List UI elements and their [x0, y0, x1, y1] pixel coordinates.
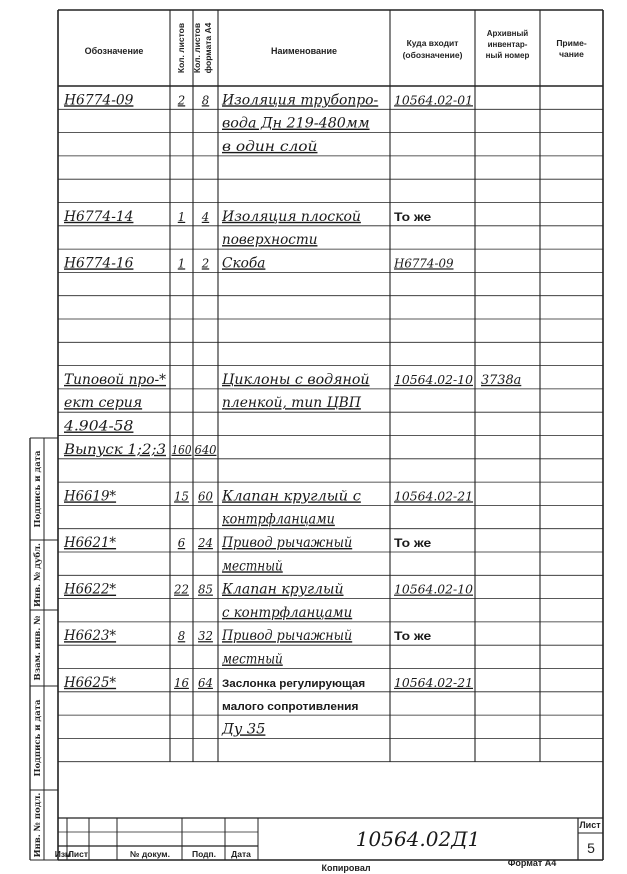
title-col_list: Лист	[67, 849, 89, 859]
table-header	[85, 22, 587, 73]
header-archive_number: Архивный инвентар-ный номер	[485, 29, 530, 60]
cell-name: Циклоны с водяной	[222, 371, 370, 388]
cell-used-in: 10564.02-21	[394, 675, 473, 690]
cell-sheets: 16	[174, 675, 190, 690]
side-label-vzam_inv: Взам. инв. №	[33, 615, 43, 681]
cell-sheets: 15	[174, 489, 189, 504]
footer-format: Формат А4	[507, 858, 557, 868]
cell-name: в один слой	[222, 138, 318, 155]
cell-name: Ду 35	[220, 721, 266, 738]
table-row	[222, 558, 283, 574]
cell-designation: Выпуск 1;2;3	[62, 441, 167, 458]
cell-designation: Н6774-14	[63, 208, 134, 225]
title-block	[55, 818, 603, 860]
cell-used-in: То же	[394, 209, 432, 224]
cell-name: вода Дн 219-480мм	[222, 115, 370, 132]
table-row	[222, 605, 352, 621]
cell-used-in: 10564.02-21	[394, 489, 473, 504]
cell-designation: Н6623*	[63, 628, 117, 645]
header-sheets_count: Кол. листов	[176, 22, 186, 74]
cell-used-in: То же	[394, 536, 432, 550]
cell-designation: Н6619*	[63, 488, 117, 505]
header-note: Приме-чание	[556, 38, 587, 59]
table-row	[222, 652, 283, 668]
table-row	[63, 582, 473, 598]
cell-name: пленкой, тип ЦВП	[222, 395, 362, 412]
table-rows	[63, 92, 521, 737]
cell-a4: 640	[194, 442, 217, 457]
table-row	[63, 209, 432, 225]
side-label-sign_date_top: Подпись и дата	[33, 450, 43, 528]
header-format_a4: Кол. листовформата А4	[192, 22, 213, 74]
cell-sheets: 1	[177, 209, 186, 224]
side-label-inv_dubl: Инв. № дубл.	[33, 542, 43, 608]
cell-name: поверхности	[222, 232, 318, 249]
cell-used-in: Н6774-09	[393, 256, 454, 271]
cell-used-in: 10564.02-01	[394, 93, 473, 108]
table-row	[63, 442, 217, 458]
table-row	[63, 92, 473, 108]
table-grid	[58, 10, 603, 860]
cell-used-in: 10564.02-10	[394, 582, 474, 597]
cell-a4: 64	[198, 675, 213, 690]
table-row	[222, 232, 317, 248]
sheet-label: Лист	[579, 820, 601, 830]
header-used_in: Куда входит (обозначение)	[402, 38, 463, 60]
sheet-number: 5	[587, 840, 595, 856]
cell-sheets: 160	[171, 442, 192, 457]
cell-name: Клапан круглый с	[220, 488, 362, 505]
title-col_sign: Подп.	[191, 849, 217, 859]
cell-sheets: 8	[177, 629, 186, 644]
side-label-sign_date_bottom: Подпись и дата	[33, 699, 43, 777]
cell-name: Привод рычажный	[221, 535, 353, 551]
table-row	[63, 628, 432, 644]
cell-name: местный	[222, 651, 283, 668]
table-row	[222, 701, 358, 713]
cell-sheets: 2	[176, 93, 186, 108]
table-row	[63, 255, 454, 271]
cell-name: местный	[222, 558, 283, 575]
cell-designation: 4.904-58	[62, 418, 134, 435]
cell-used-in: То же	[394, 629, 432, 644]
cell-name: с контрфланцами	[222, 604, 353, 621]
cell-a4: 4	[200, 209, 210, 224]
header-name: Наименование	[270, 46, 338, 56]
title-col_date: Дата	[231, 849, 251, 859]
footer-copied: Копировал	[321, 863, 371, 873]
cell-name: Изоляция плоской	[221, 208, 361, 225]
cell-a4: 85	[198, 582, 213, 597]
cell-sheets: 6	[177, 536, 186, 550]
cell-designation: Н6625*	[63, 674, 117, 691]
cell-name: Привод рычажный	[221, 628, 353, 645]
cell-a4: 24	[197, 536, 213, 550]
cell-used-in: 10564.02-10	[394, 372, 474, 387]
table-row	[64, 395, 362, 411]
cell-sheets: 22	[173, 582, 189, 597]
cell-a4: 2	[200, 256, 210, 271]
table-row	[63, 535, 432, 551]
table-row	[63, 419, 134, 435]
cell-designation: Типовой про-*	[64, 371, 166, 388]
cell-name: Изоляция трубопро-	[221, 92, 379, 109]
table-row	[63, 675, 473, 691]
cell-a4: 32	[198, 629, 213, 644]
side-stamp	[30, 438, 58, 860]
cell-designation: ект серия	[64, 395, 143, 412]
cell-designation: Н6774-16	[63, 255, 134, 272]
cell-name: Скоба	[222, 255, 266, 272]
cell-name: малого сопротивления	[222, 701, 359, 714]
table-row	[63, 488, 473, 504]
doc-code: 10564.02Д1	[355, 827, 481, 851]
table-row	[222, 116, 370, 132]
cell-designation: Н6622*	[63, 581, 117, 598]
cell-name: контрфланцами	[222, 511, 335, 528]
table-row	[64, 372, 521, 388]
title-col_doc: № докум.	[130, 849, 170, 859]
header-designation: Обозначение	[84, 46, 144, 56]
title-col_izm: Изм	[54, 849, 72, 859]
cell-name: Заслонка регулирующая	[222, 677, 366, 690]
cell-designation: Н6774-09	[63, 92, 134, 109]
cell-name: Клапан круглый	[220, 581, 344, 598]
cell-a4: 8	[201, 93, 210, 108]
side-label-inv_podl: Инв. № подл.	[33, 792, 43, 858]
cell-designation: Н6621*	[63, 535, 117, 551]
cell-archive: 3738а	[481, 372, 522, 388]
cell-a4: 60	[198, 489, 214, 504]
table-row	[222, 139, 317, 155]
table-row	[222, 512, 335, 528]
table-row	[221, 721, 266, 737]
cell-sheets: 1	[177, 256, 186, 271]
